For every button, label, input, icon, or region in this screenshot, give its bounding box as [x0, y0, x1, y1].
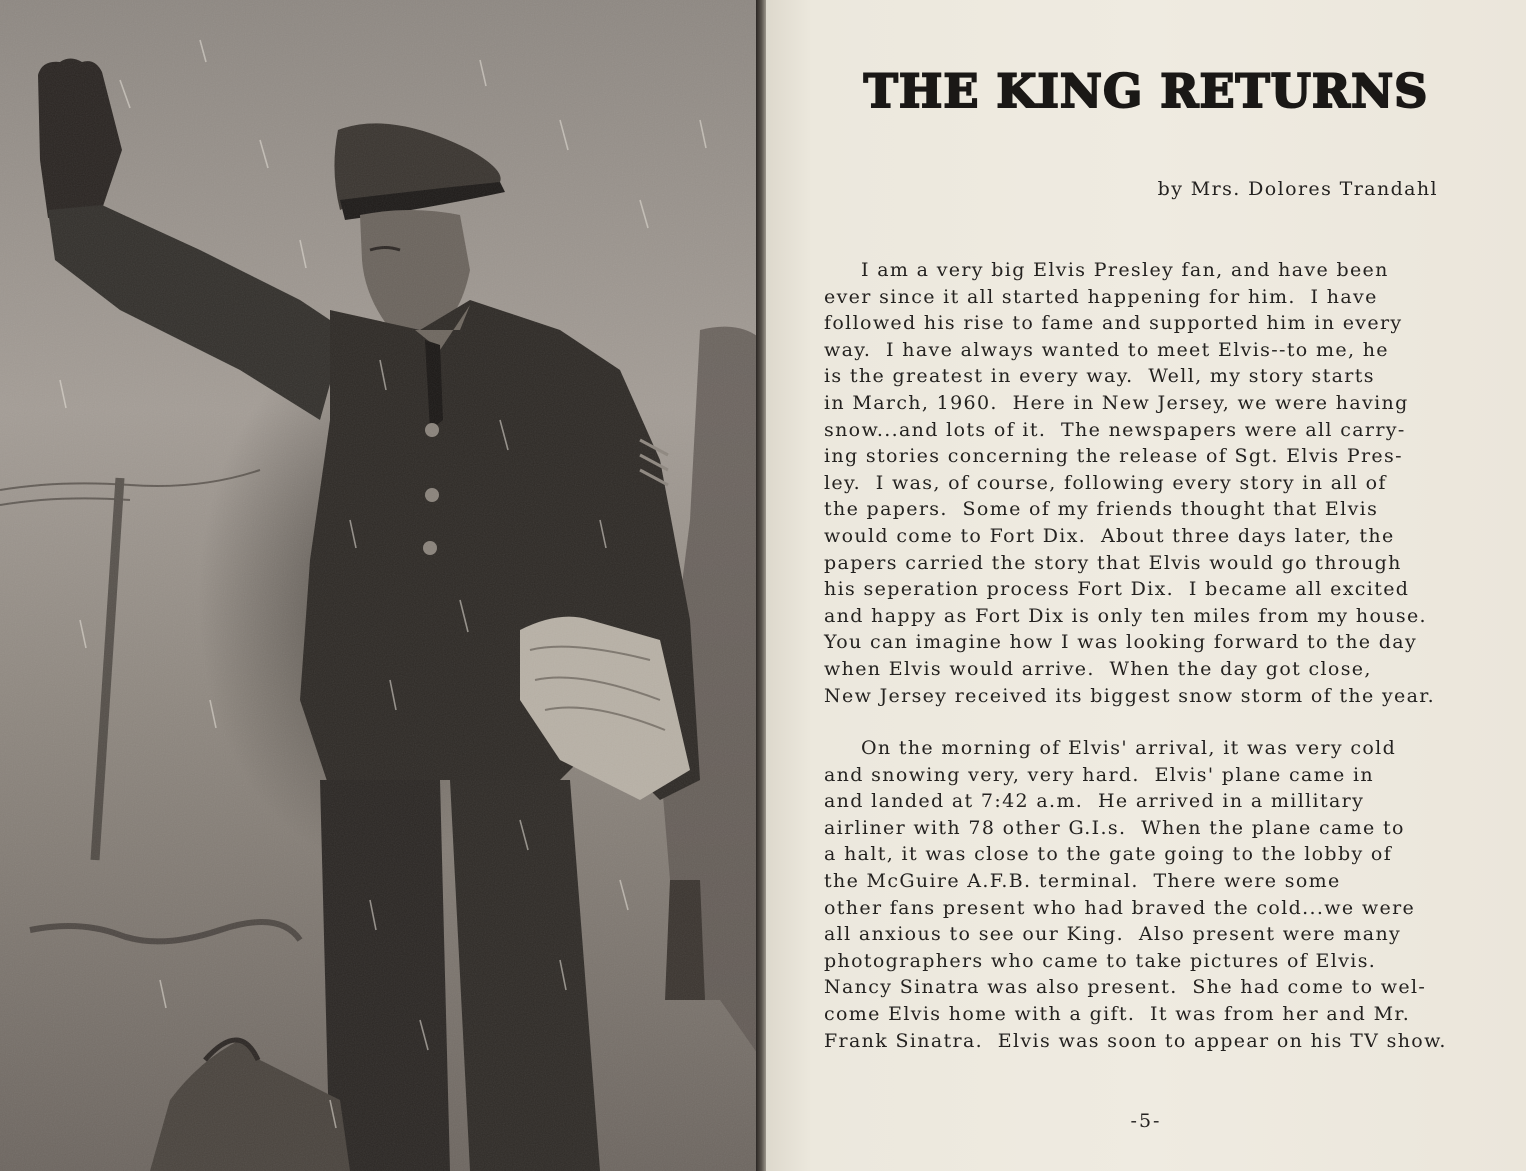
page-number: -5-	[1130, 1110, 1162, 1132]
text-line: Frank Sinatra. Elvis was soon to appear on his TV show.	[824, 1029, 1447, 1052]
text-line: the McGuire A.F.B. terminal. There were some	[824, 869, 1341, 892]
text-line: his seperation process Fort Dix. I became all excited	[824, 578, 1410, 601]
article-title: THE KING RETURNS	[863, 64, 1429, 118]
text-line: way. I have always wanted to meet Elvis--to me, he	[824, 338, 1389, 361]
text-line: and landed at 7:42 a.m. He arrived in a millitary	[824, 790, 1365, 813]
text-line: and snowing very, very hard. Elvis' plane came in	[824, 763, 1375, 786]
paragraph-2	[824, 735, 1524, 1054]
text-line: ley. I was, of course, following every story in all of	[824, 471, 1387, 494]
text-line: other fans present who had braved the cold...we were	[824, 896, 1416, 919]
text-line: all anxious to see our King. Also present were many	[824, 923, 1402, 946]
text-line: in March, 1960. Here in New Jersey, we were having	[824, 391, 1409, 414]
text-line: airliner with 78 other G.I.s. When the plane came to	[824, 816, 1405, 839]
text-line: snow...and lots of it. The newspapers were all carry-	[824, 418, 1406, 441]
text-line: papers carried the story that Elvis would go through	[824, 551, 1402, 574]
text-line: the papers. Some of my friends thought that Elvis	[824, 498, 1379, 521]
text-line: when Elvis would arrive. When the day got close,	[824, 657, 1372, 680]
text-line: I am a very big Elvis Presley fan, and have been	[824, 259, 1389, 281]
text-line: would come to Fort Dix. About three days later, the	[824, 524, 1395, 547]
text-line: a halt, it was close to the gate going to the lobby of	[824, 843, 1393, 866]
text-line: On the morning of Elvis' arrival, it was very cold	[824, 737, 1397, 759]
text-line: photographers who came to take pictures of Elvis.	[824, 949, 1377, 972]
paragraph-1	[824, 257, 1524, 709]
text-line: Nancy Sinatra was also present. She had come to wel-	[824, 976, 1427, 999]
text-line: followed his rise to fame and supported him in every	[824, 312, 1403, 335]
article-byline: by Mrs. Dolores Trandahl	[1157, 178, 1438, 200]
text-line: ever since it all started happening for him. I have	[824, 285, 1378, 308]
photo-page	[0, 0, 762, 1171]
text-line: You can imagine how I was looking forward to the day	[824, 631, 1418, 654]
text-line: is the greatest in every way. Well, my story starts	[824, 365, 1375, 388]
text-line: come Elvis home with a gift. It was from her and Mr.	[824, 1002, 1411, 1025]
soldier-waving-in-snow-photo	[0, 0, 762, 1171]
text-line: New Jersey received its biggest snow storm of the year.	[824, 684, 1436, 707]
text-line: ing stories concerning the release of Sgt. Elvis Pres-	[824, 445, 1403, 468]
text-line: and happy as Fort Dix is only ten miles from my house.	[824, 604, 1427, 627]
text-page	[766, 0, 1526, 1171]
